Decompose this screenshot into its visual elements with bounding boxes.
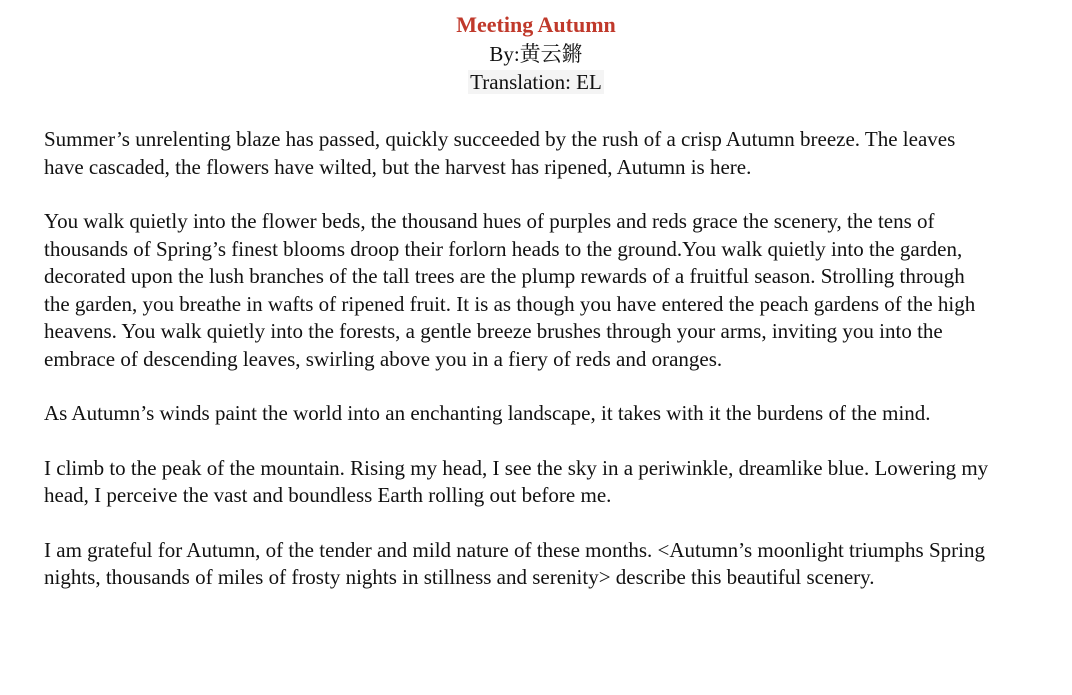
page-title: Meeting Autumn: [456, 12, 616, 37]
article-header: [0, 0, 1072, 96]
article-body: [44, 126, 994, 619]
translation-credit-text: Translation: EL: [470, 70, 602, 94]
author-byline: By:黄云鏘: [489, 42, 583, 66]
translation-credit: [0, 68, 1072, 96]
paragraph-1: Summer’s unrelenting blaze has passed, quickly succeeded by the rush of a crisp Autumn breeze. The leaves have cascaded, the flowers have wilted, but the harvest has ripened, Autumn is here.: [44, 127, 956, 179]
paragraph-3: As Autumn’s winds paint the world into an enchanting landscape, it takes with it the burdens of the mind.: [44, 401, 931, 425]
paragraph-5: I am grateful for Autumn, of the tender and mild nature of these months. <Autumn’s moonlight triumphs Spring nights, thousands of miles of frosty nights in stillness and serenity> describe this beautiful scenery.: [44, 537, 985, 589]
paragraph-4: I climb to the peak of the mountain. Rising my head, I see the sky in a periwinkle, dreamlike blue. Lowering my head, I perceive the vast and boundless Earth rolling out before me.: [44, 455, 989, 507]
paragraph-2: You walk quietly into the flower beds, the thousand hues of purples and reds grace the scenery, the tens of thousands of Spring’s finest blooms droop their forlorn heads to the ground.You walk quietly into the garden, decorated upon the lush branches of the tall trees are the plump rewards of a fruitful season. Strolling through the garden, you breathe in wafts of ripened fruit. It is as though you have entered the peach gardens of the high heavens. You walk quietly into the forests, a gentle breeze brushes through your arms, inviting you into the embrace of descending leaves, swirling above you in a fiery of reds and oranges.: [44, 209, 976, 371]
